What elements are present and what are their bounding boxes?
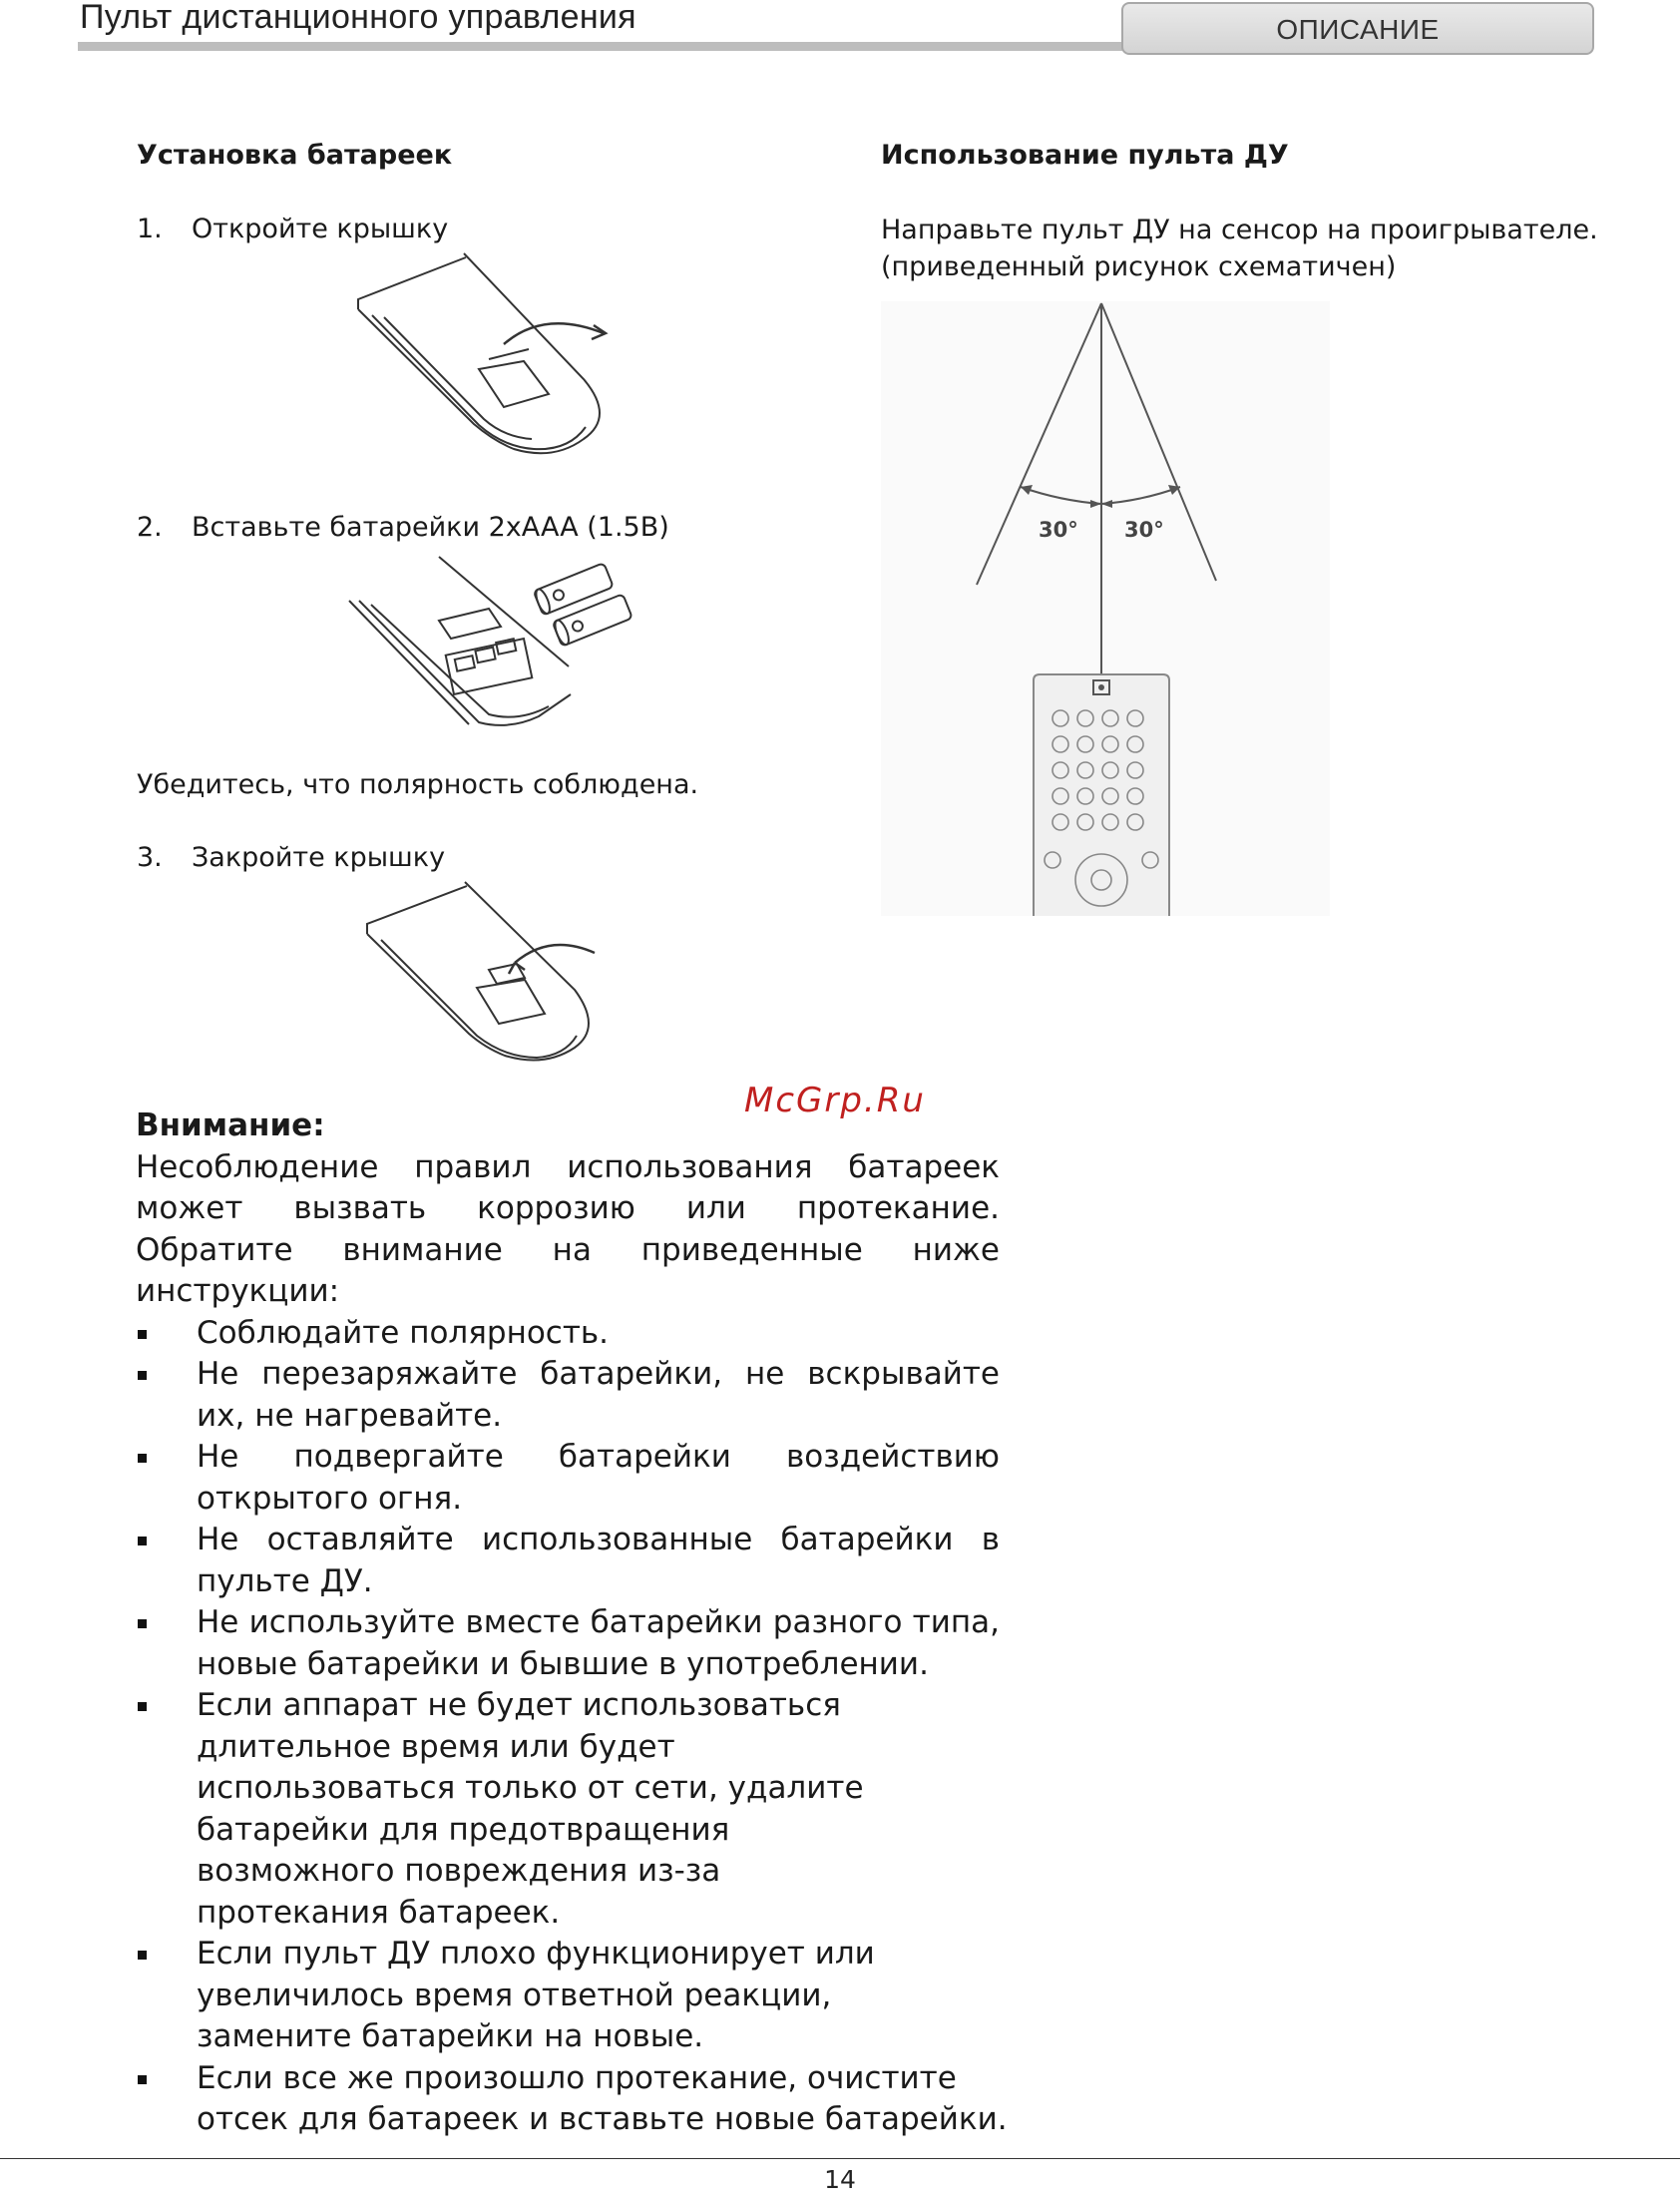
- step-3-text: Закройте крышку: [192, 842, 446, 873]
- list-item: Не перезаряжайте батарейки, не вскрывайте их, не нагревайте.: [136, 1354, 1000, 1437]
- bullet-icon: [138, 2075, 147, 2084]
- warning-title: Внимание:: [136, 1107, 325, 1143]
- remote-control-icon: [1034, 674, 1169, 916]
- footer-rule: [0, 2158, 1680, 2159]
- bullet-icon: [138, 1951, 147, 1960]
- warning-list: [136, 1313, 1008, 2141]
- list-item: Если пульт ДУ плохо функционирует или увеличилось время ответной реакции, замените батарейки на новые.: [136, 1934, 895, 2058]
- header-rule: [78, 42, 1125, 51]
- remote-usage-heading: Использование пульта ДУ: [881, 140, 1289, 171]
- page-number: 14: [824, 2165, 856, 2194]
- polarity-note: Убедитесь, что полярность соблюдена.: [137, 769, 699, 800]
- step-2-number: 2.: [137, 512, 163, 543]
- remote-angle-diagram: [881, 301, 1330, 916]
- list-item: Соблюдайте полярность.: [136, 1313, 1000, 1355]
- angle-left-label: 30°: [1039, 518, 1078, 542]
- watermark-text: McGrp.Ru: [744, 1081, 926, 1120]
- step-2: [137, 512, 669, 543]
- step-1-number: 1.: [137, 214, 163, 244]
- angle-right-label: 30°: [1124, 518, 1164, 542]
- bullet-icon: [138, 1619, 147, 1628]
- step-1-text: Откройте крышку: [192, 214, 449, 244]
- bullet-icon: [138, 1371, 147, 1380]
- remote-usage-line-2: (приведенный рисунок схематичен): [881, 251, 1397, 282]
- bullet-icon: [138, 1454, 147, 1463]
- list-item: Не используйте вместе батарейки разного типа, новые батарейки и бывшие в употреблении.: [136, 1602, 1000, 1685]
- list-item: Не оставляйте использованные батарейки в пульте ДУ.: [136, 1520, 1000, 1602]
- header-title: Пульт дистанционного управления: [80, 0, 636, 36]
- step-3-number: 3.: [137, 842, 163, 873]
- warning-section: [136, 1105, 1008, 2141]
- list-item: Если аппарат не будет использоваться длительное время или будет использоваться только от сети, удалите батарейки для предотвращения возможного повреждения из-за протекания батареек.: [136, 1685, 895, 1934]
- battery-install-heading: Установка батареек: [137, 140, 453, 171]
- list-item: Не подвергайте батарейки воздействию открытого огня.: [136, 1437, 1000, 1520]
- step-3: [137, 842, 445, 873]
- list-item: Если все же произошло протекание, очистите отсек для батареек и вставьте новые батарейки.: [136, 2058, 1054, 2141]
- step-2-text: Вставьте батарейки 2xAAA (1.5В): [192, 512, 669, 543]
- warning-intro: Несоблюдение правил использования батареек может вызвать коррозию или протекание. Обратите внимание на приведенные ниже инструкции:: [136, 1148, 1000, 1309]
- open-cover-illustration: [354, 249, 614, 469]
- bullet-icon: [138, 1330, 147, 1339]
- section-badge: ОПИСАНИЕ: [1121, 2, 1594, 55]
- remote-usage-line-1: Направьте пульт ДУ на сенсор на проигрывателе.: [881, 215, 1598, 245]
- insert-batteries-illustration: [339, 547, 648, 728]
- bullet-icon: [138, 1702, 147, 1711]
- step-1: [137, 214, 448, 244]
- close-cover-illustration: [365, 878, 605, 1070]
- bullet-icon: [138, 1537, 147, 1545]
